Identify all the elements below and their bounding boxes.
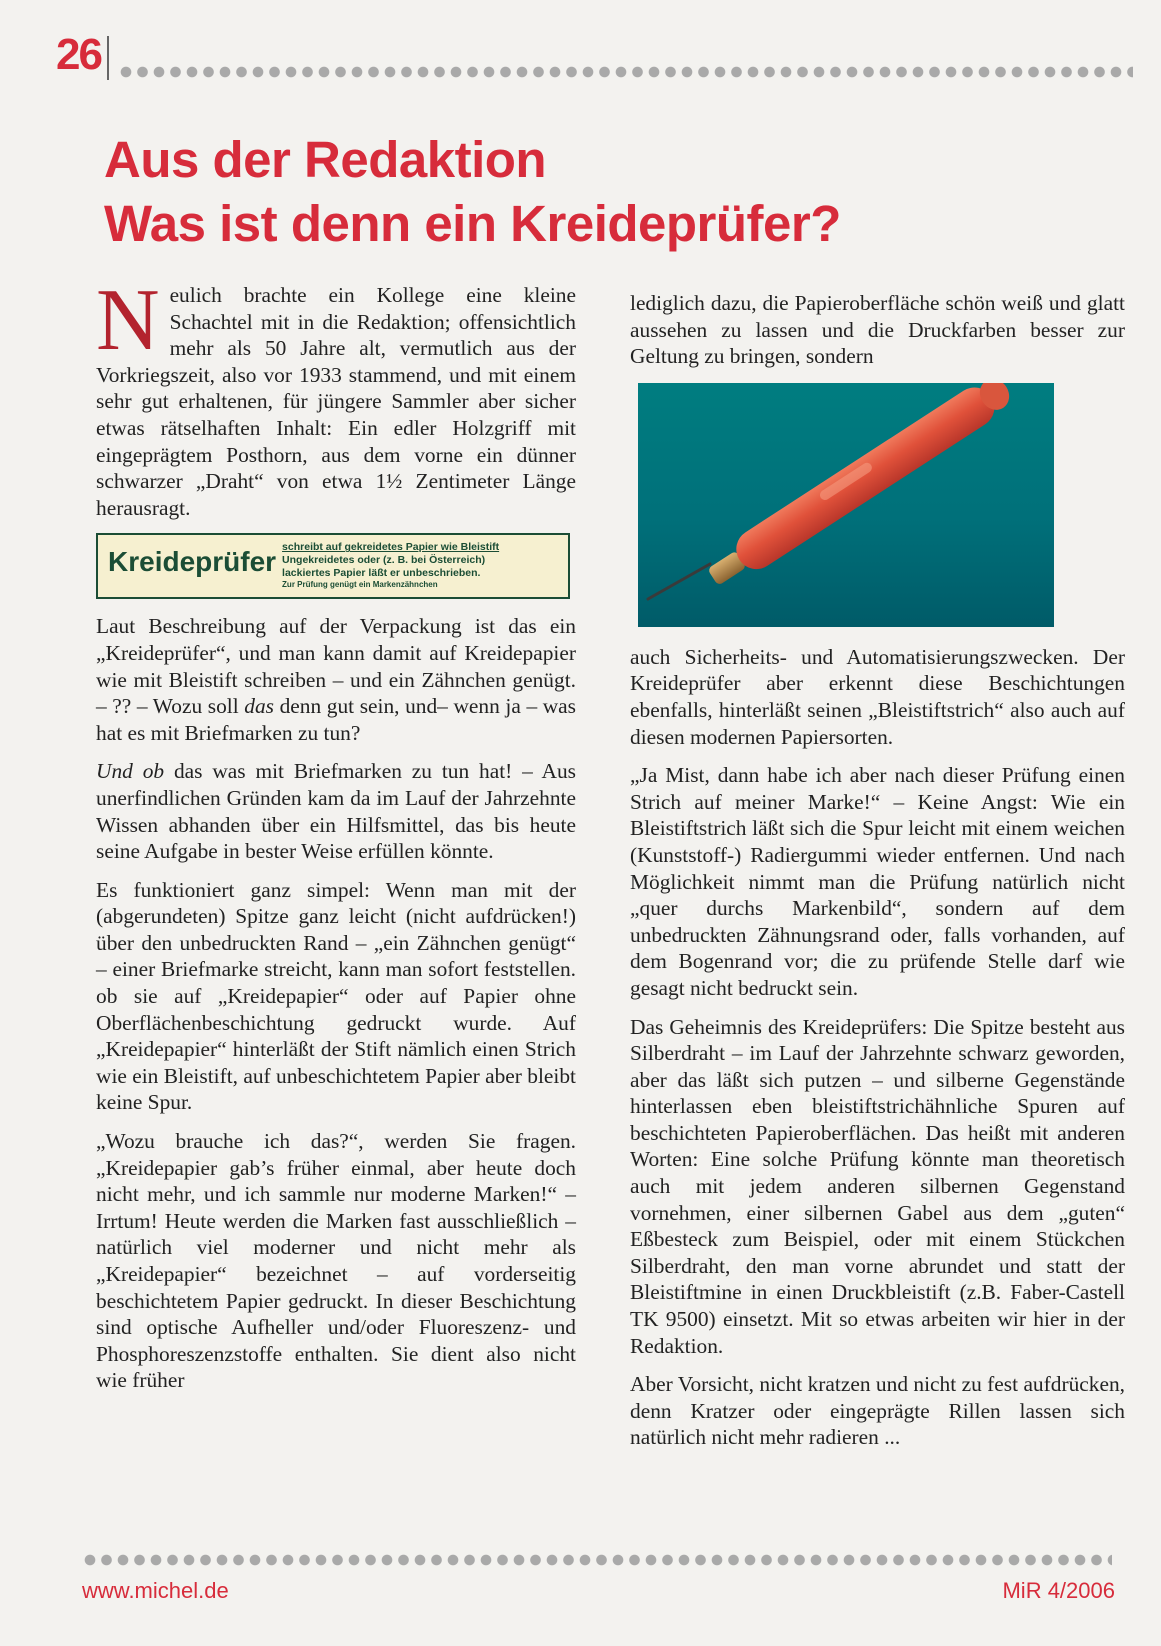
ad-label-line-1: schreibt auf gekreidetes Papier wie Bleistift	[282, 541, 500, 554]
footer-issue: MiR 4/2006	[1002, 1578, 1115, 1603]
article-headline	[104, 128, 841, 256]
intro-paragraph	[96, 272, 576, 521]
paragraph-2-text-b: denn gut sein, und– wenn ja – was hat es mit Briefmarken zu tun?	[96, 694, 577, 745]
footer-url: www.michel.de	[82, 1578, 229, 1603]
paragraph-r1: lediglich dazu, die Papieroberfläche schön weiß und glatt aussehen zu lassen und die Druckfarben besser zur Geltung zu bringen, sondern	[630, 291, 1125, 369]
paragraph-3-emphasis: Und ob	[96, 759, 165, 784]
wooden-handle	[729, 383, 1002, 577]
intro-text: eulich brachte ein Kollege eine kleine Schachtel mit in die Redaktion; offensichtlich mehr als 50 Jahre alt, vermutlich aus der Vorkriegszeit, also vor 1933 stammend, und mit einem sehr gut erhaltenen, für jüngere Sammler aber sicher etwas rätselhaften Inhalt: Ein edler Holzgriff mit eingeprägtem Posthorn, aus dem vorne ein dünner schwarzer „Draht“ von etwa 1½ Zentimeter Länge herausragt.	[96, 283, 576, 520]
chalk-tester-illustration	[638, 383, 1054, 627]
paragraph-4: Es funktioniert ganz simpel: Wenn man mit der (abgerundeten) Spitze ganz leicht (nicht aufdrücken!) über den unbedruckten Rand – „ein Zähnchen genügt“ – einer Briefmarke streicht, kann man sofort feststellen. ob sie auf „Kreidepapier“ oder auf Papier ohne Oberflächenbeschichtung gedruckt wurde. Auf „Kreidepapier“ hinterläßt der Stift nämlich einen Strich wie ein Bleistift, auf unbeschichtetem Papier aber bleibt keine Spur.	[96, 877, 576, 1115]
paragraph-3-text: das was mit Briefmarken zu tun hat! – Aus unerfindlichen Gründen kam da im Lauf der Jahrzehnte Wissen abhanden über ein Hilfsmittel, das bis heute seine Aufgabe in bester Weise erfüllen könnte.	[96, 759, 576, 864]
drop-cap: N	[96, 272, 160, 369]
tester-body	[702, 383, 1017, 594]
paragraph-2-emphasis: das	[244, 694, 274, 719]
page-number: 26	[56, 30, 101, 79]
paragraph-2-text-a: Laut Beschreibung auf der Verpackung ist das ein „Kreideprüfer“, und man kann damit auf Kreidepapier wie mit Bleistift schreiben – und ein Zähnchen genügt. – ?? – Wozu soll	[96, 614, 576, 719]
ad-label-text	[282, 535, 499, 597]
page-number-divider	[107, 36, 109, 80]
paragraph-r3: „Ja Mist, dann habe ich aber nach dieser Prüfung einen Strich auf meiner Marke!“ – Keine Angst: Wie ein Bleistiftstrich läßt sich die Spur leicht mit einem weichen (Kunststoff-) Radiergummi wieder entfernen. Und nach Möglichkeit nimmt man die Prüfung natürlich nicht „quer durchs Markenbild“, sondern auf dem unbedruckten Zähnungsrand oder, falls vorhanden, auf dem Bogenrand vor; die zu prüfende Stelle darf wie gesagt nicht bedruckt sein.	[630, 763, 1125, 1000]
paragraph-3	[96, 758, 576, 864]
dotted-rule-bottom	[82, 1552, 1112, 1568]
ad-label-title: Kreideprüfer	[108, 546, 277, 578]
paragraph-r2: auch Sicherheits- und Automatisierungszwecken. Der Kreideprüfer aber erkennt diese Beschichtungen ebenfalls, hinterläßt seinen „Bleistiftstrich“ also auch auf diesen modernen Papiersorten.	[630, 644, 1125, 749]
article-column-left	[96, 272, 577, 1406]
headline-line-2: Was ist denn ein Kreideprüfer?	[104, 195, 841, 252]
ad-label-line-3: lackiertes Papier läßt er unbeschrieben.	[282, 567, 481, 580]
paragraph-2	[96, 613, 576, 746]
vintage-ad-label	[96, 533, 570, 599]
kreidepruefer-photo	[638, 383, 1054, 627]
dotted-rule-top	[118, 64, 1133, 80]
paragraph-r4: Das Geheimnis des Kreideprüfers: Die Spitze besteht aus Silberdraht – im Lauf der Jahrzehnte schwarz geworden, aber das läßt sich putzen – und silberne Gegenstände hinterlassen eben bleistiftstrichähnliche Spuren auf beschichteten Papieroberflächen. Das heißt mit anderen Worten: Eine solche Prüfung könnte man theoretisch auch mit jedem anderen silbernen Gegenstand vornehmen, einer silbernen Gabel aus dem „guten“ Eßbesteck zum Beispiel, oder mit einem Stückchen Silberdraht, den man vorne abrundet und statt der Bleistiftmine in einen Druckbleistift (z.B. Faber-Castell TK 9500) einsetzt. Mit so etwas arbeiten wir hier in der Redaktion.	[630, 1014, 1125, 1358]
ad-label-line-2: Ungekreidetes oder (z. B. bei Österreich)	[282, 554, 486, 567]
headline-line-1: Aus der Redaktion	[104, 131, 547, 188]
paragraph-5: „Wozu brauche ich das?“, werden Sie fragen. „Kreidepapier gab’s früher einmal, aber heute doch nicht mehr, und ich sammle nur moderne Marken!“ – Irrtum! Heute werden die Marken fast ausschließlich – natürlich viel moderner und nicht mehr als „Kreidepapier“ bezeichnet – auf vorderseitig beschichtetem Papier gedruckt. In dieser Beschichtung sind optische Aufheller und/oder Fluoreszenz- und Phosphoreszenzstoffe enthalten. Sie dient also nicht wie früher	[96, 1129, 576, 1393]
ad-label-small-print: Zur Prüfung genügt ein Markenzähnchen	[282, 580, 438, 590]
silver-wire-tip	[648, 564, 710, 599]
paragraph-r5: Aber Vorsicht, nicht kratzen und nicht zu fest aufdrücken, denn Kratzer oder eingeprägte Rillen lassen sich natürlich nicht mehr radieren ...	[630, 1372, 1125, 1450]
